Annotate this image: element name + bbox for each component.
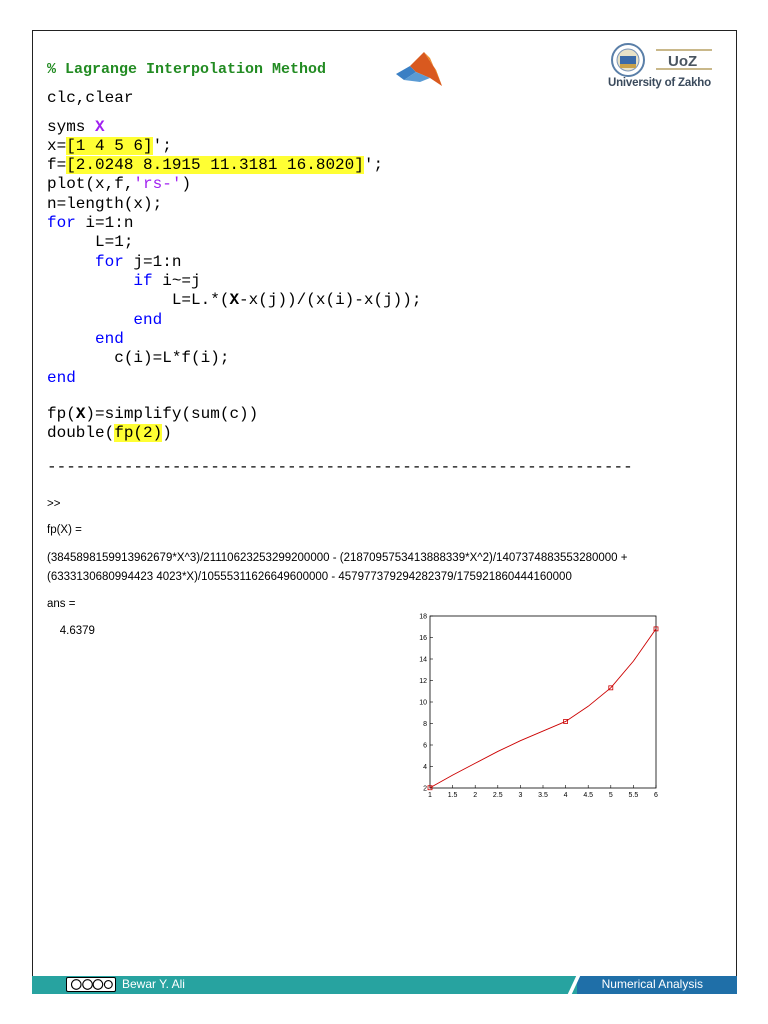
y-tick-label: 2	[423, 785, 427, 793]
fp-expression-line-2: (6333130680994423 4023*X)/10555311626649600000 - 457977379294282379/175921860444160000	[47, 571, 572, 583]
x-tick-label: 2.5	[492, 792, 503, 799]
plot-area	[430, 616, 656, 788]
keyword-text: end	[85, 330, 124, 348]
code-line	[47, 329, 124, 349]
y-tick-label: 6	[423, 742, 427, 750]
x-tick-label: 5.5	[628, 792, 639, 799]
separator-line: -------------------------------------------------------------	[47, 458, 633, 476]
highlighted-text: [1 4 5 6]	[66, 137, 153, 155]
interpolation-plot	[412, 610, 662, 802]
code-line	[47, 174, 191, 194]
y-tick-label: 8	[423, 721, 427, 728]
command-prompt: >>	[47, 498, 61, 510]
code-text: x=	[47, 137, 67, 155]
code-text: )	[181, 175, 192, 193]
author-name: Bewar Y. Ali	[122, 977, 185, 991]
cc-license-icon	[66, 977, 116, 992]
code-text: L=1;	[47, 233, 134, 251]
code-text: fp(	[47, 405, 76, 423]
code-text: syms	[47, 118, 96, 136]
y-tick-label: 12	[419, 678, 427, 685]
highlighted-text: [2.0248 8.1915 11.3181 16.8020]	[66, 156, 364, 174]
indent	[47, 272, 124, 290]
fp-label: fp(X) =	[47, 524, 82, 536]
y-tick-label: 10	[419, 699, 427, 707]
code-line	[47, 88, 133, 108]
x-tick-label: 5	[608, 792, 613, 799]
code-text: j=1:n	[123, 253, 182, 271]
code-text: i~=j	[152, 272, 201, 290]
x-tick-label: 4	[563, 792, 568, 799]
code-line	[47, 194, 162, 214]
y-tick-label: 4	[423, 764, 427, 771]
x-tick-label: 3	[518, 792, 523, 799]
code-line	[47, 252, 181, 272]
highlighted-text: fp(2)	[114, 424, 163, 442]
code-text: c(i)=L*f(i);	[47, 349, 230, 367]
code-text: double(	[47, 424, 115, 442]
y-tick-label: 14	[419, 656, 427, 664]
code-text: L=L.*(	[47, 291, 230, 309]
university-abbreviation: UoZ	[668, 53, 698, 70]
x-tick-label: 1.5	[447, 792, 458, 799]
code-text: f=	[47, 156, 67, 174]
code-comment-title	[47, 60, 326, 80]
course-name: Numerical Analysis	[601, 977, 703, 991]
footer-bar	[32, 976, 737, 994]
keyword-text: if	[123, 272, 153, 290]
string-text: 'rs-'	[133, 175, 182, 193]
code-text: )	[162, 424, 172, 442]
code-line	[47, 404, 258, 424]
code-block	[47, 60, 422, 442]
code-line	[47, 136, 172, 156]
indent	[47, 253, 85, 271]
keyword-text: end	[47, 369, 76, 387]
code-line	[47, 423, 172, 443]
code-line	[47, 213, 133, 233]
ans-label: ans =	[47, 598, 76, 610]
keyword-text: for	[85, 253, 124, 271]
code-text: -x(j))/(x(i)-x(j));	[239, 291, 422, 309]
fp-expression-line-1: (3845898159913962679*X^3)/21110623253299200000 - (2187095753413888339*X^2)/1407374883553280000 +	[47, 552, 628, 564]
code-line	[47, 232, 133, 252]
code-text: clc,clear	[47, 89, 134, 107]
matlab-logo-icon	[394, 50, 444, 88]
x-tick-label: 3.5	[538, 792, 548, 799]
x-tick-label: 6	[654, 792, 658, 799]
code-line	[47, 117, 105, 137]
code-line	[47, 310, 162, 330]
code-text: ';	[363, 156, 384, 174]
university-name: University of Zakho	[608, 77, 711, 89]
code-line	[47, 155, 383, 175]
code-text: n=length(x);	[47, 195, 163, 213]
code-text: plot(x,f,	[47, 175, 134, 193]
x-tick-label: 2	[473, 792, 478, 799]
code-text: )=simplify(sum(c))	[85, 405, 259, 423]
x-tick-label: 4.5	[583, 792, 594, 799]
comment-text: % Lagrange Interpolation Method	[47, 61, 327, 78]
y-tick-label: 18	[419, 613, 427, 621]
keyword-text: end	[123, 311, 163, 329]
y-tick-label: 16	[419, 635, 427, 642]
code-line	[47, 348, 229, 368]
code-line	[47, 290, 421, 310]
bold-symbol-text: X	[229, 291, 240, 309]
x-tick-label: 1	[428, 792, 432, 799]
ans-value: 4.6379	[47, 625, 95, 637]
indent	[47, 311, 124, 329]
keyword-text: for	[47, 214, 76, 232]
indent	[47, 330, 85, 348]
code-line	[47, 368, 76, 388]
code-line	[47, 271, 201, 291]
bold-symbol-text: X	[75, 405, 86, 423]
code-text: ';	[152, 137, 172, 155]
symbol-text: X	[95, 118, 105, 136]
code-text: i=1:n	[75, 214, 134, 232]
